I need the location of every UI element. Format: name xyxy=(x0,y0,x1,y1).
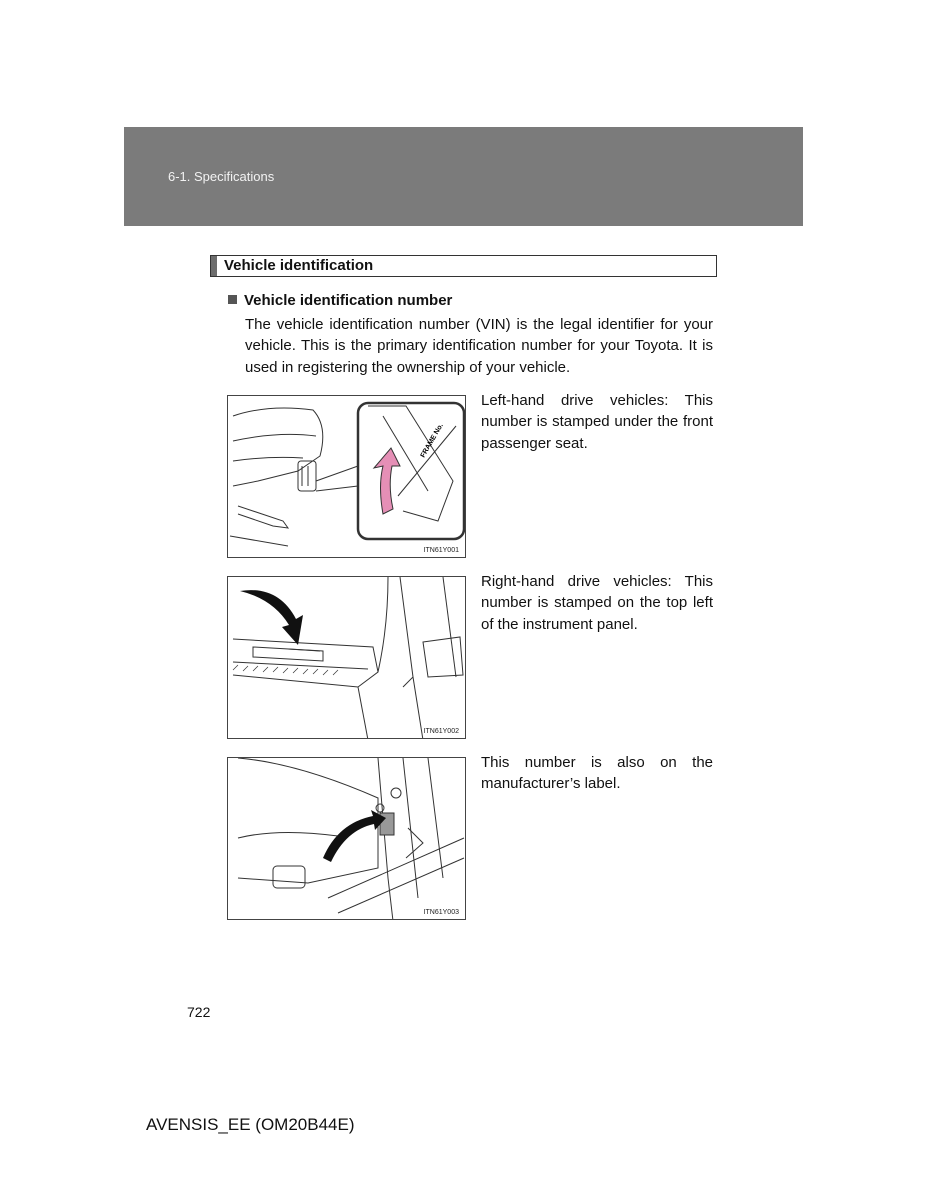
figure-seat-frame xyxy=(227,395,466,558)
figure-code: ITN61Y003 xyxy=(423,909,459,916)
chapter-header-band xyxy=(124,127,803,226)
figure-description: This number is also on the manufacturer’s label. xyxy=(481,754,713,793)
instrument-panel-illustration-icon xyxy=(228,577,466,739)
section-title: Vehicle identification xyxy=(224,257,374,274)
frame-number-label: FRAME No. xyxy=(419,422,445,459)
subsection-title: Vehicle identification number xyxy=(244,292,453,309)
subsection-body: The vehicle identification number (VIN) is the legal identifier for your vehicle. This is the primary identification number for your Toyota. It is used in registering the ownership of your vehicle. xyxy=(245,316,713,376)
page-number: 722 xyxy=(187,1004,211,1020)
section-heading-bar xyxy=(211,256,217,276)
figure-instrument-panel xyxy=(227,576,466,739)
subsection-heading xyxy=(228,292,452,309)
figure-code: ITN61Y001 xyxy=(423,547,459,554)
figure-description: Left-hand drive vehicles: This number is stamped under the front passenger seat. xyxy=(481,392,713,452)
section-heading-box xyxy=(210,255,717,277)
seat-frame-illustration-icon xyxy=(228,396,466,558)
chapter-title: 6-1. Specifications xyxy=(168,169,275,184)
square-bullet-icon xyxy=(228,295,237,304)
figure-door-pillar xyxy=(227,757,466,920)
footer-model-code: AVENSIS_EE (OM20B44E) xyxy=(146,1115,355,1134)
figure-description: Right-hand drive vehicles: This number is stamped on the top left of the instrument panel. xyxy=(481,573,713,633)
figure-code: ITN61Y002 xyxy=(423,728,459,735)
door-pillar-label-illustration-icon xyxy=(228,758,466,920)
